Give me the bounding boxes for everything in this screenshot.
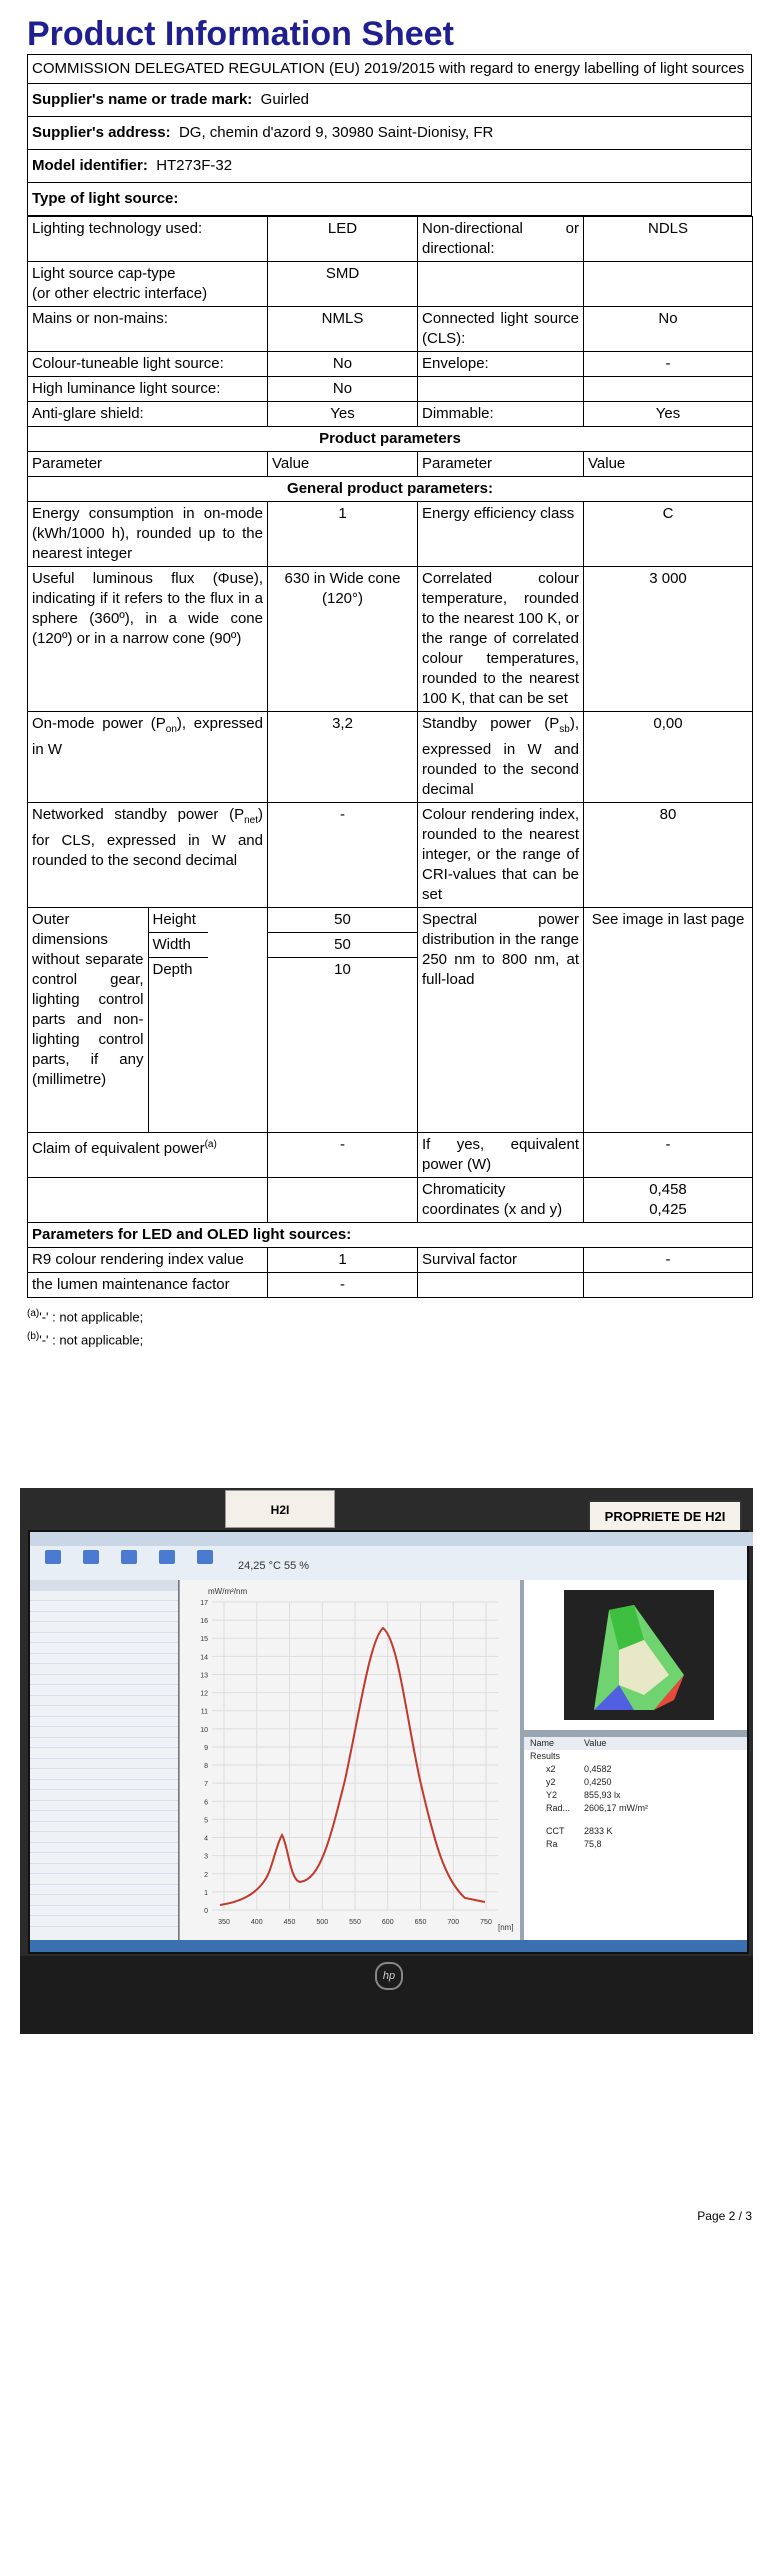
param-value: - — [584, 1248, 753, 1273]
param-value: 0,00 — [584, 712, 753, 803]
y-tick-label: 2 — [204, 1871, 208, 1879]
param-value: - — [268, 1273, 418, 1298]
claim-label-text: Claim of equivalent power — [32, 1140, 205, 1157]
param-label: the lumen maintenance factor — [28, 1273, 268, 1298]
laptop-base — [20, 1956, 753, 2034]
x-tick-label: 750 — [480, 1919, 492, 1926]
footnote — [27, 1327, 752, 1350]
result-name: CCT — [546, 1826, 565, 1836]
chroma-value — [584, 1178, 753, 1223]
regulation-text: COMMISSION DELEGATED REGULATION (EU) 2019/2015 with regard to energy labelling of light sources — [27, 54, 752, 84]
supplier-row — [27, 84, 752, 117]
tool-icon — [36, 1550, 70, 1576]
led-heading-row — [28, 1223, 753, 1248]
results-header-value: Value — [584, 1738, 607, 1748]
result-name: Y2 — [546, 1790, 558, 1800]
type-label: Non-directional or directional: — [418, 217, 584, 262]
onmode-label — [28, 712, 268, 803]
result-row — [524, 1802, 747, 1815]
type-value — [584, 262, 753, 307]
type-label: Mains or non-mains: — [28, 307, 268, 352]
type-value: Yes — [584, 402, 753, 427]
y-tick-label: 6 — [204, 1799, 208, 1807]
standby-label-a: Standby power (P — [422, 715, 560, 732]
param-value: 1 — [268, 1248, 418, 1273]
param-label — [418, 1273, 584, 1298]
results-header-name: Name — [530, 1738, 555, 1748]
claim-label — [28, 1133, 268, 1178]
spectrum-curve — [220, 1628, 485, 1905]
y-tick-label: 7 — [204, 1781, 208, 1789]
window-titlebar — [30, 1532, 753, 1546]
result-value: 2833 K — [584, 1826, 613, 1836]
y-tick-label: 8 — [204, 1763, 208, 1771]
type-label: Anti-glare shield: — [28, 402, 268, 427]
taskbar — [30, 1940, 747, 1952]
onmode-label-b: ), expressed in W — [32, 715, 263, 758]
param-row — [28, 712, 753, 803]
type-heading — [27, 183, 752, 216]
footnote-mark: (a) — [27, 1308, 40, 1319]
y-tick-label: 11 — [200, 1708, 208, 1716]
result-row — [524, 1789, 747, 1802]
x-tick-label: 600 — [381, 1919, 394, 1926]
cie-diagram — [524, 1580, 747, 1730]
result-value: 0,4582 — [584, 1764, 612, 1774]
param-value: C — [584, 502, 753, 567]
result-value: 75,8 — [584, 1839, 602, 1849]
onmode-label-a: On-mode power (P — [32, 715, 166, 732]
footnote — [27, 1304, 752, 1327]
type-value: NDLS — [584, 217, 753, 262]
param-header: Value — [584, 452, 753, 477]
param-value: 3,2 — [268, 712, 418, 803]
dimensions-subtable — [28, 908, 267, 1132]
networked-label-a: Networked standby power (P — [32, 806, 245, 823]
param-label: Energy consumption in on-mode (kWh/1000 h), rounded up to the nearest integer — [28, 502, 268, 567]
type-row — [28, 217, 753, 262]
x-tick-label: 500 — [316, 1919, 329, 1926]
spd-label: Spectral power distribution in the range 250 nm to 800 nm, at full-load — [418, 908, 584, 1133]
x-tick-label: 550 — [349, 1919, 361, 1926]
param-row — [28, 502, 753, 567]
width-label: Width — [148, 933, 208, 958]
param-row — [28, 567, 753, 712]
type-label: Lighting technology used: — [28, 217, 268, 262]
type-row — [28, 402, 753, 427]
y-tick-label: 14 — [200, 1654, 208, 1662]
type-label — [418, 377, 584, 402]
x-tick-label: 700 — [447, 1919, 460, 1926]
type-label: Connected light source (CLS): — [418, 307, 584, 352]
result-row — [524, 1825, 747, 1838]
chroma-y: 0,425 — [649, 1201, 687, 1218]
type-value: SMD — [268, 262, 418, 307]
x-tick-label: 400 — [250, 1919, 263, 1926]
model-label: Model identifier: — [32, 157, 148, 174]
param-label: Colour rendering index, rounded to the nearest integer, or the range of CRI-values that can be set — [418, 803, 584, 908]
cie-svg — [524, 1580, 747, 1730]
page-title: Product Information Sheet — [27, 15, 454, 53]
param-header: Parameter — [28, 452, 268, 477]
small-sticker — [225, 1490, 335, 1528]
page-number: Page 2 / 3 — [697, 2209, 752, 2223]
tool-icon — [74, 1550, 108, 1576]
footnote-text: '-' : not applicable; — [39, 1309, 144, 1325]
tool-icon — [188, 1550, 222, 1576]
model-row — [27, 150, 752, 183]
param-header: Value — [268, 452, 418, 477]
result-value: 2606,17 mW/m² — [584, 1803, 649, 1813]
param-value: - — [268, 1133, 418, 1178]
param-value: 1 — [268, 502, 418, 567]
led-heading: Parameters for LED and OLED light sources: — [28, 1223, 753, 1248]
param-header-row — [28, 452, 753, 477]
param-value — [584, 1273, 753, 1298]
y-tick-label: 9 — [204, 1744, 208, 1752]
result-row — [524, 1776, 747, 1789]
temperature-readout: 24,25 °C 55 % — [238, 1560, 310, 1572]
height-label: Height — [148, 908, 208, 933]
param-value: - — [268, 803, 418, 908]
type-label: Light source cap-type (or other electric interface) — [28, 262, 268, 307]
dimension-values — [268, 908, 418, 1133]
y-tick-label: 16 — [200, 1618, 208, 1626]
type-table — [27, 216, 753, 1298]
type-row — [28, 262, 753, 307]
standby-label-b: ), expressed in W and rounded to the second decimal — [422, 715, 579, 798]
type-value: No — [268, 377, 418, 402]
standby-label — [418, 712, 584, 803]
type-row — [28, 307, 753, 352]
small-sticker-text: H2I — [270, 1503, 290, 1517]
networked-label-b: ) for CLS, expressed in W and rounded to the second decimal — [32, 806, 263, 869]
results-group: Results — [530, 1751, 561, 1761]
param-label: Survival factor — [418, 1248, 584, 1273]
param-label: Correlated colour temperature, rounded to the nearest 100 K, or the range of correlated colour temperatures, rounded to the nearest 100 K, that can be set — [418, 567, 584, 712]
dimensions-label: Outer dimensions without separate control gear, lighting control parts and non-lighting control parts, if any (millimetre) — [28, 908, 148, 1132]
result-row — [524, 1838, 747, 1851]
type-value: LED — [268, 217, 418, 262]
result-value: 855,93 lx — [584, 1790, 621, 1800]
product-params-heading-row — [28, 427, 753, 452]
type-value: Yes — [268, 402, 418, 427]
y-tick-label: 0 — [204, 1908, 208, 1915]
param-row — [28, 1248, 753, 1273]
y-tick-label: 17 — [200, 1600, 208, 1607]
claim-sup: (a) — [204, 1139, 217, 1150]
param-label: Useful luminous flux (Φuse), indicating if it refers to the flux in a sphere (360º), in a wide cone (120º) or in a narrow cone (90º) — [28, 567, 268, 712]
x-tick-label: 350 — [218, 1919, 230, 1926]
type-value: - — [584, 352, 753, 377]
height-value: 50 — [268, 908, 417, 933]
standby-sub: sb — [559, 724, 570, 735]
type-row — [28, 352, 753, 377]
result-row — [524, 1763, 747, 1776]
param-label: If yes, equivalent power (W) — [418, 1133, 584, 1178]
type-label: Colour-tuneable light source: — [28, 352, 268, 377]
y-tick-label: 13 — [200, 1672, 208, 1680]
type-value: NMLS — [268, 307, 418, 352]
networked-sub: net — [244, 815, 258, 826]
param-value: - — [584, 1133, 753, 1178]
empty-cell — [268, 1178, 418, 1223]
depth-label: Depth — [148, 958, 208, 1133]
results-panel — [524, 1737, 747, 1940]
type-value — [584, 377, 753, 402]
param-row — [28, 1178, 753, 1223]
y-tick-label: 3 — [204, 1853, 208, 1861]
spectrum-svg — [180, 1580, 520, 1940]
chroma-x: 0,458 — [649, 1181, 687, 1198]
brand-logo: hp — [375, 1962, 403, 1990]
spd-value: See image in last page — [584, 908, 753, 1133]
y-tick-label: 10 — [200, 1726, 208, 1734]
footnote-mark: (b) — [27, 1331, 40, 1343]
footnotes — [27, 1304, 752, 1351]
y-tick-label: 12 — [200, 1690, 208, 1698]
type-heading-text: Type of light source: — [32, 190, 179, 207]
product-params-heading: Product parameters — [28, 427, 753, 452]
general-heading-row — [28, 477, 753, 502]
supplier-value: Guirled — [260, 91, 310, 108]
type-label: Envelope: — [418, 352, 584, 377]
address-label: Supplier's address: — [32, 124, 171, 141]
empty-cell — [28, 1178, 268, 1223]
param-label: R9 colour rendering index value — [28, 1248, 268, 1273]
param-row — [28, 1133, 753, 1178]
type-label: High luminance light source: — [28, 377, 268, 402]
tool-icon — [112, 1550, 146, 1576]
type-value: No — [268, 352, 418, 377]
dimensions-row — [28, 908, 753, 1133]
param-label: Chromaticity coordinates (x and y) — [418, 1178, 584, 1223]
y-tick-label: 1 — [204, 1889, 208, 1897]
address-value: DG, chemin d'azord 9, 30980 Saint-Dionisy, FR — [178, 124, 494, 141]
spectrum-graph — [180, 1580, 520, 1940]
y-tick-label: 4 — [204, 1835, 208, 1843]
dimensions-cell — [28, 908, 268, 1133]
networked-label — [28, 803, 268, 908]
result-name: y2 — [546, 1777, 556, 1787]
graph-xlabel: [nm] — [498, 1923, 514, 1932]
spectrometer-photo — [20, 1488, 753, 2034]
type-label — [418, 262, 584, 307]
supplier-label: Supplier's name or trade mark: — [32, 91, 253, 108]
param-header: Parameter — [418, 452, 584, 477]
model-value: HT273F-32 — [156, 157, 233, 174]
param-row — [28, 803, 753, 908]
result-value: 0,4250 — [584, 1777, 612, 1787]
param-label: Energy efficiency class — [418, 502, 584, 567]
y-tick-label: 15 — [200, 1636, 208, 1644]
y-tick-label: 5 — [204, 1817, 208, 1825]
document — [27, 0, 752, 1351]
results-header — [524, 1737, 747, 1750]
app-toolbar — [30, 1546, 747, 1580]
tool-icon — [150, 1550, 184, 1576]
result-name: Rad... — [546, 1803, 571, 1813]
property-sticker: PROPRIETE DE H2I — [588, 1500, 742, 1534]
footnote-text: '-' : not applicable; — [39, 1332, 144, 1348]
graph-ylabel: mW/m²/nm — [208, 1587, 248, 1596]
param-row — [28, 1273, 753, 1298]
param-value: 3 000 — [584, 567, 753, 712]
param-value: 80 — [584, 803, 753, 908]
param-value: 630 in Wide cone (120°) — [268, 567, 418, 712]
laptop-screen — [28, 1530, 749, 1954]
type-value: No — [584, 307, 753, 352]
measurement-list — [30, 1580, 179, 1940]
width-value: 50 — [268, 933, 417, 958]
result-name: Ra — [546, 1839, 558, 1849]
result-name: x2 — [546, 1764, 556, 1774]
onmode-sub: on — [165, 724, 177, 735]
type-label: Dimmable: — [418, 402, 584, 427]
address-row — [27, 117, 752, 150]
general-heading: General product parameters: — [28, 477, 753, 502]
depth-value: 10 — [334, 961, 351, 978]
x-tick-label: 650 — [414, 1919, 427, 1926]
type-row — [28, 377, 753, 402]
x-tick-label: 450 — [283, 1919, 296, 1926]
